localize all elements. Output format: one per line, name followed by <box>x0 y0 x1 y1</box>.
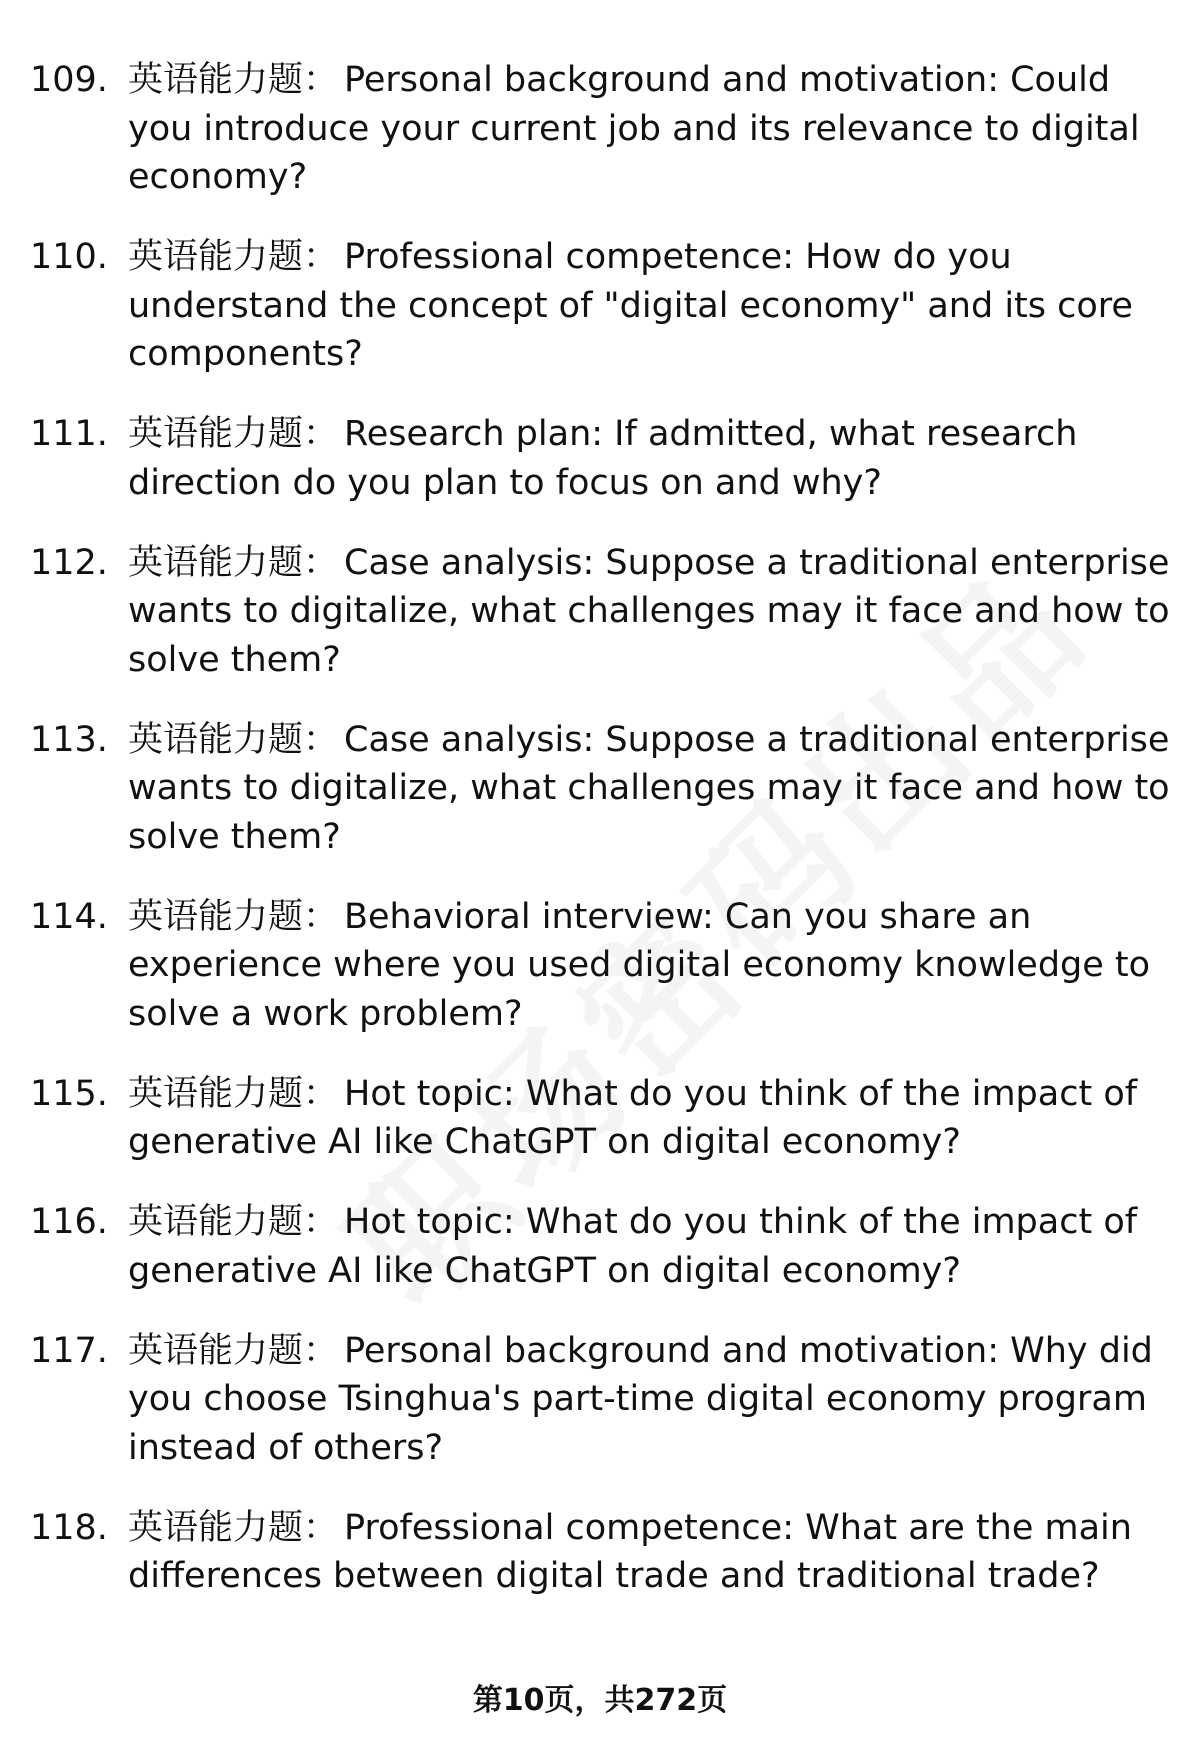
question-category: 英语能力题： <box>128 1330 339 1371</box>
question-number: 116. <box>30 1202 108 1242</box>
question-item <box>30 716 1180 862</box>
question-category: 英语能力题： <box>128 1507 339 1548</box>
question-text: Hot topic: What do you think of the impact of generative AI like ChatGPT on digital economy? <box>128 1202 1138 1291</box>
question-item <box>30 56 1180 202</box>
question-text: Personal background and motivation: Why did you choose Tsinghua's part-time digital economy program instead of others? <box>128 1330 1153 1468</box>
question-item <box>30 1504 1180 1601</box>
question-text: Professional competence: What are the main differences between digital trade and traditional trade? <box>128 1507 1132 1596</box>
question-text: Case analysis: Suppose a traditional enterprise wants to digitalize, what challenges may it face and how to solve them? <box>128 542 1170 680</box>
question-list <box>30 56 1180 1632</box>
question-number: 118. <box>30 1507 108 1548</box>
question-number: 113. <box>30 719 108 760</box>
question-text: Personal background and motivation: Could you introduce your current job and its relevance to digital economy? <box>128 60 1140 197</box>
question-number: 115. <box>30 1073 108 1114</box>
question-number: 110. <box>30 237 108 277</box>
question-number: 112. <box>30 542 108 583</box>
question-category: 英语能力题： <box>128 896 339 937</box>
question-item <box>30 410 1180 507</box>
question-number: 117. <box>30 1330 108 1371</box>
question-category: 英语能力题： <box>128 60 339 100</box>
question-item <box>30 1198 1180 1295</box>
question-item <box>30 233 1180 379</box>
question-number: 109. <box>30 60 108 100</box>
question-item <box>30 1070 1180 1167</box>
question-text: Professional competence: How do you understand the concept of "digital economy" and its core components? <box>128 237 1133 374</box>
question-category: 英语能力题： <box>128 1073 339 1114</box>
question-text: Case analysis: Suppose a traditional enterprise wants to digitalize, what challenges may it face and how to solve them? <box>128 719 1170 857</box>
question-category: 英语能力题： <box>128 237 339 277</box>
question-category: 英语能力题： <box>128 719 339 760</box>
question-category: 英语能力题： <box>128 542 339 583</box>
question-category: 英语能力题： <box>128 414 339 454</box>
question-text: Behavioral interview: Can you share an experience where you used digital economy knowledge to solve a work problem? <box>128 896 1151 1034</box>
question-number: 114. <box>30 896 108 937</box>
question-text: Research plan: If admitted, what research direction do you plan to focus on and why? <box>128 414 1078 503</box>
page-number-footer: 第10页，共272页 <box>472 1683 728 1718</box>
question-item <box>30 539 1180 685</box>
question-number: 111. <box>30 414 108 454</box>
question-category: 英语能力题： <box>128 1202 339 1242</box>
question-item <box>30 893 1180 1039</box>
question-item <box>30 1327 1180 1473</box>
question-text: Hot topic: What do you think of the impact of generative AI like ChatGPT on digital economy? <box>128 1073 1138 1162</box>
